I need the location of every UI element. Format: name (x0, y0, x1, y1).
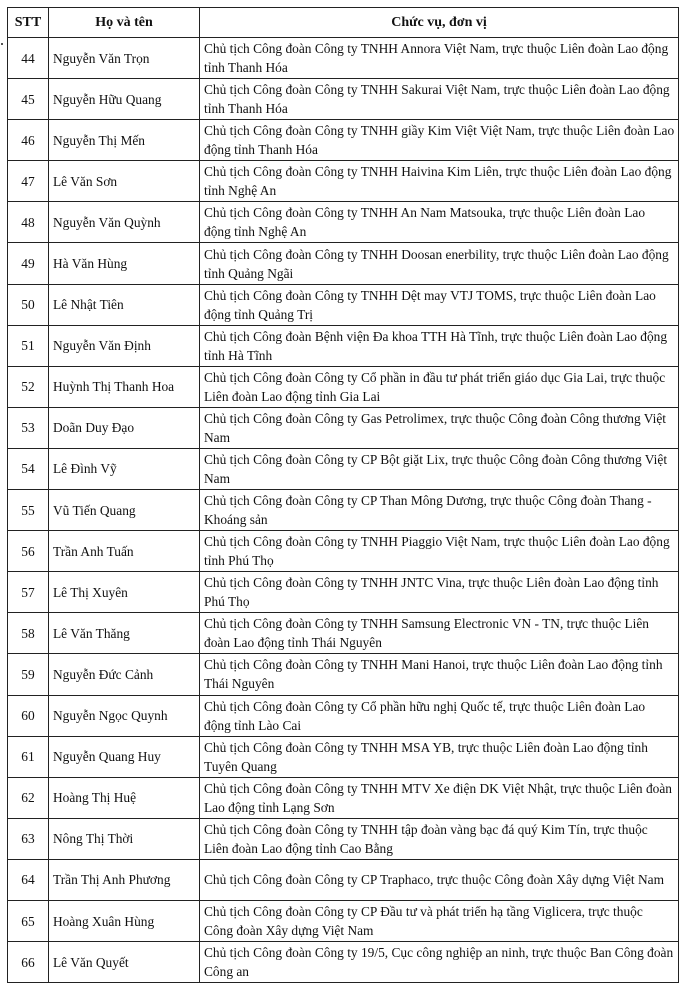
row-stt: 46 (8, 120, 49, 161)
table-row (8, 818, 679, 859)
table-row (8, 942, 679, 983)
table-row (8, 736, 679, 777)
table-row (8, 284, 679, 325)
row-stt: 60 (8, 695, 49, 736)
row-stt: 55 (8, 490, 49, 531)
table-row (8, 161, 679, 202)
row-stt: 61 (8, 736, 49, 777)
row-stt: 54 (8, 448, 49, 489)
row-name: Vũ Tiến Quang (49, 490, 200, 531)
row-position: Chủ tịch Công đoàn Công ty TNHH tập đoàn vàng bạc đá quý Kim Tín, trực thuộc Liên đoàn Lao động tỉnh Cao Bằng (200, 818, 679, 859)
table-row (8, 79, 679, 120)
row-name: Trần Anh Tuấn (49, 531, 200, 572)
row-name: Hà Văn Hùng (49, 243, 200, 284)
table-row (8, 654, 679, 695)
row-stt: 50 (8, 284, 49, 325)
row-name: Lê Nhật Tiên (49, 284, 200, 325)
table-row (8, 202, 679, 243)
table-row (8, 325, 679, 366)
row-position: Chủ tịch Công đoàn Công ty CP Traphaco, trực thuộc Công đoàn Xây dựng Việt Nam (200, 859, 679, 900)
row-position: Chủ tịch Công đoàn Công ty TNHH MTV Xe điện DK Việt Nhật, trực thuộc Liên đoàn Lao động tỉnh Lạng Sơn (200, 777, 679, 818)
header-name: Họ và tên (49, 8, 200, 38)
row-stt: 52 (8, 366, 49, 407)
row-position: Chủ tịch Công đoàn Công ty TNHH MSA YB, trực thuộc Liên đoàn Lao động tỉnh Tuyên Quang (200, 736, 679, 777)
row-name: Lê Văn Sơn (49, 161, 200, 202)
table-row (8, 120, 679, 161)
row-position: Chủ tịch Công đoàn Công ty TNHH Sakurai Việt Nam, trực thuộc Liên đoàn Lao động tỉnh Thanh Hóa (200, 79, 679, 120)
row-name: Nguyễn Đức Cảnh (49, 654, 200, 695)
row-position: Chủ tịch Công đoàn Công ty TNHH Piaggio Việt Nam, trực thuộc Liên đoàn Lao động tỉnh Phú Thọ (200, 531, 679, 572)
row-position: Chủ tịch Công đoàn Công ty TNHH Dệt may VTJ TOMS, trực thuộc Liên đoàn Lao động tỉnh Quảng Trị (200, 284, 679, 325)
scan-speck (1, 43, 3, 45)
row-position: Chủ tịch Công đoàn Công ty 19/5, Cục công nghiệp an ninh, trực thuộc Ban Công đoàn Công an (200, 942, 679, 983)
row-stt: 64 (8, 859, 49, 900)
row-name: Hoàng Thị Huệ (49, 777, 200, 818)
table-row (8, 243, 679, 284)
row-position: Chủ tịch Công đoàn Công ty CP Bột giặt Lix, trực thuộc Công đoàn Công thương Việt Nam (200, 448, 679, 489)
table-body (8, 38, 679, 983)
row-stt: 53 (8, 407, 49, 448)
row-stt: 56 (8, 531, 49, 572)
row-position: Chủ tịch Công đoàn Công ty TNHH Doosan enerbility, trực thuộc Liên đoàn Lao động tỉnh Quảng Ngãi (200, 243, 679, 284)
row-stt: 45 (8, 79, 49, 120)
row-stt: 47 (8, 161, 49, 202)
row-name: Lê Thị Xuyên (49, 572, 200, 613)
row-name: Lê Văn Quyết (49, 942, 200, 983)
row-name: Nguyễn Ngọc Quynh (49, 695, 200, 736)
row-position: Chủ tịch Công đoàn Bệnh viện Đa khoa TTH Hà Tĩnh, trực thuộc Liên đoàn Lao động tỉnh Hà Tĩnh (200, 325, 679, 366)
row-position: Chủ tịch Công đoàn Công ty TNHH Annora Việt Nam, trực thuộc Liên đoàn Lao động tỉnh Thanh Hóa (200, 38, 679, 79)
row-stt: 48 (8, 202, 49, 243)
row-position: Chủ tịch Công đoàn Công ty TNHH Haivina Kim Liên, trực thuộc Liên đoàn Lao động tỉnh Nghệ An (200, 161, 679, 202)
table-row (8, 777, 679, 818)
row-stt: 59 (8, 654, 49, 695)
row-stt: 65 (8, 900, 49, 941)
row-name: Lê Đình Vỹ (49, 448, 200, 489)
row-name: Nguyễn Thị Mến (49, 120, 200, 161)
row-name: Huỳnh Thị Thanh Hoa (49, 366, 200, 407)
table-row (8, 695, 679, 736)
table-row (8, 531, 679, 572)
row-name: Nguyễn Văn Quỳnh (49, 202, 200, 243)
row-stt: 62 (8, 777, 49, 818)
row-position: Chủ tịch Công đoàn Công ty CP Than Mông Dương, trực thuộc Công đoàn Thang - Khoáng sản (200, 490, 679, 531)
table-row (8, 407, 679, 448)
row-stt: 51 (8, 325, 49, 366)
table-row (8, 448, 679, 489)
row-position: Chủ tịch Công đoàn Công ty Gas Petrolimex, trực thuộc Công đoàn Công thương Việt Nam (200, 407, 679, 448)
row-name: Lê Văn Thăng (49, 613, 200, 654)
row-name: Nguyễn Văn Trọn (49, 38, 200, 79)
row-stt: 58 (8, 613, 49, 654)
header-position: Chức vụ, đơn vị (200, 8, 679, 38)
header-stt: STT (8, 8, 49, 38)
row-position: Chủ tịch Công đoàn Công ty TNHH giầy Kim Việt Việt Nam, trực thuộc Liên đoàn Lao động tỉnh Thanh Hóa (200, 120, 679, 161)
row-position: Chủ tịch Công đoàn Công ty TNHH An Nam Matsouka, trực thuộc Liên đoàn Lao động tỉnh Nghệ An (200, 202, 679, 243)
row-position: Chủ tịch Công đoàn Công ty Cổ phần hữu nghị Quốc tế, trực thuộc Liên đoàn Lao động tỉnh Lào Cai (200, 695, 679, 736)
table-header-row (8, 8, 679, 38)
row-stt: 66 (8, 942, 49, 983)
row-name: Nguyễn Quang Huy (49, 736, 200, 777)
row-name: Nông Thị Thời (49, 818, 200, 859)
row-stt: 49 (8, 243, 49, 284)
table-row (8, 366, 679, 407)
table-row (8, 38, 679, 79)
row-name: Nguyễn Văn Định (49, 325, 200, 366)
row-name: Nguyễn Hữu Quang (49, 79, 200, 120)
row-position: Chủ tịch Công đoàn Công ty TNHH JNTC Vina, trực thuộc Liên đoàn Lao động tỉnh Phú Thọ (200, 572, 679, 613)
row-name: Doãn Duy Đạo (49, 407, 200, 448)
table-row (8, 859, 679, 900)
row-position: Chủ tịch Công đoàn Công ty Cổ phần in đầu tư phát triển giáo dục Gia Lai, trực thuộc Liên đoàn Lao động tỉnh Gia Lai (200, 366, 679, 407)
table-row (8, 613, 679, 654)
row-name: Trần Thị Anh Phương (49, 859, 200, 900)
row-name: Hoàng Xuân Hùng (49, 900, 200, 941)
row-stt: 57 (8, 572, 49, 613)
row-position: Chủ tịch Công đoàn Công ty TNHH Mani Hanoi, trực thuộc Liên đoàn Lao động tỉnh Thái Nguyên (200, 654, 679, 695)
table-row (8, 572, 679, 613)
row-position: Chủ tịch Công đoàn Công ty TNHH Samsung Electronic VN - TN, trực thuộc Liên đoàn Lao động tỉnh Thái Nguyên (200, 613, 679, 654)
table-row (8, 900, 679, 941)
row-stt: 44 (8, 38, 49, 79)
row-stt: 63 (8, 818, 49, 859)
table-row (8, 490, 679, 531)
personnel-table (7, 7, 679, 983)
row-position: Chủ tịch Công đoàn Công ty CP Đầu tư và phát triển hạ tầng Viglicera, trực thuộc Công đoàn Xây dựng Việt Nam (200, 900, 679, 941)
